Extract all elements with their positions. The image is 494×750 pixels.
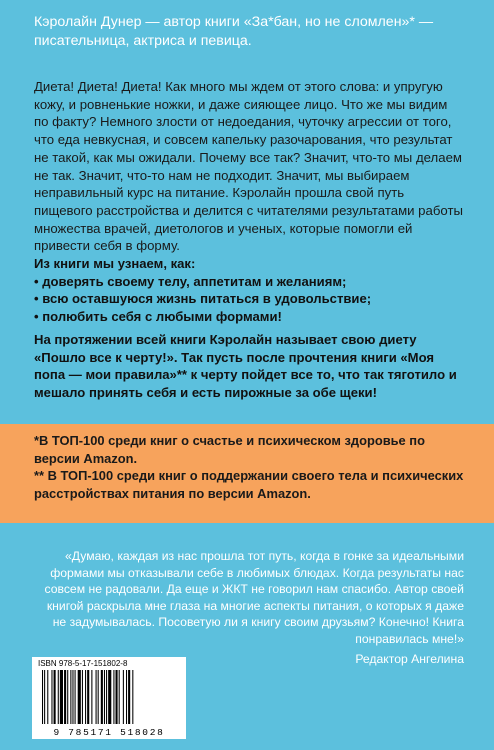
barcode-number: 9 785171 518028	[53, 727, 165, 738]
learn-section	[34, 255, 464, 326]
barcode	[32, 657, 186, 739]
barcode-bars	[42, 670, 176, 724]
footnote-2: ** В ТОП-100 среди книг о поддержании своего тела и психических расстройствах питания по версии Amazon.	[34, 468, 464, 501]
learn-list	[34, 273, 464, 326]
isbn-text: ISBN 978-5-17-151802-8	[38, 659, 128, 668]
book-description: Диета! Диета! Диета! Как много мы ждем от этого слова: и упругую кожу, и ровненькие ножки, и даже сияющее лицо. Что же мы видим по факту? Немного злости от недоедания, чуточку агрессии от того, что еда невкусная, и совсем капельку разочарования, что результат не такой, как мы ожидали. Почему все так? Значит, что-то мы делаем не так. Значит, что-то нам не подходит. Значит, мы выбираем неправильный курс на питание. Кэролайн прошла свой путь пищевого расстройства и делится с читателями результатами работы множества врачей, диетологов и ученых, которые помогли ей привести себя в форму.	[34, 79, 463, 254]
footnotes	[34, 432, 474, 502]
learn-heading: Из книги мы узнаем, как:	[34, 256, 196, 271]
learn-item: • всю оставшуюся жизнь питаться в удовольствие;	[34, 290, 464, 308]
learn-item: • полюбить себя с любыми формами!	[34, 308, 464, 326]
review-quote: «Думаю, каждая из нас прошла тот путь, когда в гонке за идеальными формами мы отказывали себе в любимых блюдах. Когда результаты нас совсем не радовали. Да еще и ЖКТ не говорил нам спасибо. Автор своей книгой раскрыла мне глаза на многие аспекты питания, о которых я даже не задумывалась. Посоветую ли я книгу своим друзьям? Конечно! Книга понравилась мне!»	[44, 549, 464, 646]
review-signature: Редактор Ангелина	[355, 652, 464, 666]
author-intro: Кэролайн Дунер — автор книги «За*бан, но не сломлен»* — писательница, актриса и певица.	[34, 14, 434, 49]
book-promise: На протяжении всей книги Кэролайн называет свою диету «Пошло все к черту!». Так пусть после прочтения книги «Моя попа — мои правила»** к черту пойдет все то, что так тяготило и мешало принять себя и есть пирожные за обе щеки!	[34, 332, 457, 401]
learn-item: • доверять своему телу, аппетитам и желаниям;	[34, 273, 464, 291]
footnote-1: *В ТОП-100 среди книг о счастье и психическом здоровье по версии Amazon.	[34, 433, 425, 466]
editor-review	[34, 548, 464, 668]
